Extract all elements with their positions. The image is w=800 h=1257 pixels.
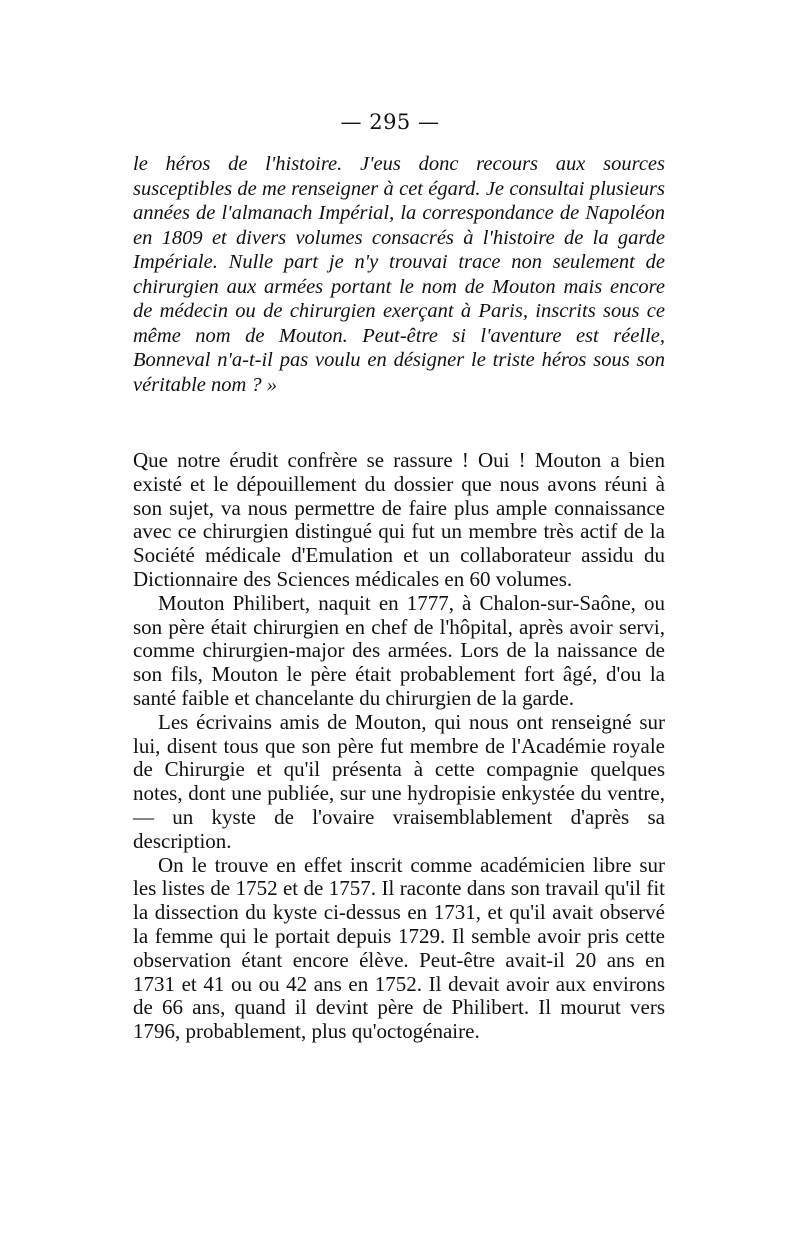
page-number: — 295 —	[340, 110, 440, 134]
quote-paragraph: le héros de l'histoire. J'eus donc recours aux sources susceptibles de me renseigner à cet égard. Je consultai plusieurs années de l'almanach Impérial, la correspondance de Napoléon en 1809 et divers volumes consacrés à l'histoire de la garde Impériale. Nulle part je n'y trouvai trace non seulement de chirurgien aux armées portant le nom de Mouton mais encore de médecin ou de chirurgien exerçant à Paris, inscrits sous ce même nom de Mouton. Peut-être si l'aventure est réelle, Bonneval n'a-t-il pas voulu en désigner le triste héros sous son véritable nom ? »	[133, 153, 665, 396]
body-text	[133, 449, 665, 1044]
paragraph-3: Les écrivains amis de Mouton, qui nous ont renseigné sur lui, disent tous que son père fut membre de l'Académie royale de Chirurgie et qu'il présenta à cette compagnie quelques notes, dont une publiée, sur une hydropisie enkystée du ventre, — un kyste de l'ovaire vraisemblablement d'après sa description.	[133, 709, 665, 853]
paragraph-1: Que notre érudit confrère se rassure ! Oui ! Mouton a bien existé et le dépouillement du dossier que nous avons réuni à son sujet, va nous permettre de faire plus ample connaissance avec ce chirurgien distingué qui fut un membre très actif de la Société médicale d'Emulation et un collaborateur assidu du Dictionnaire des Sciences médicales en 60 volumes.	[133, 448, 665, 591]
quoted-passage	[133, 152, 665, 397]
paragraph-4: On le trouve en effet inscrit comme académicien libre sur les listes de 1752 et de 1757. Il raconte dans son travail qu'il fit la dissection du kyste ci-dessus en 1731, et qu'il avait observé la femme qui le portait depuis 1729. Il semble avoir pris cette observation étant encore élève. Peut-être avait-il 20 ans en 1731 et 41 ou ou 42 ans en 1752. Il devait avoir aux environs de 66 ans, quand il devint père de Philibert. Il mourut vers 1796, probablement, plus qu'octogénaire.	[133, 852, 665, 1044]
paragraph-2: Mouton Philibert, naquit en 1777, à Chalon-sur-Saône, ou son père était chirurgien en chef de l'hôpital, après avoir servi, comme chirurgien-major des armées. Lors de la naissance de son fils, Mouton le père était probablement fort âgé, d'ou la santé faible et chancelante du chirurgien de la garde.	[133, 590, 665, 710]
